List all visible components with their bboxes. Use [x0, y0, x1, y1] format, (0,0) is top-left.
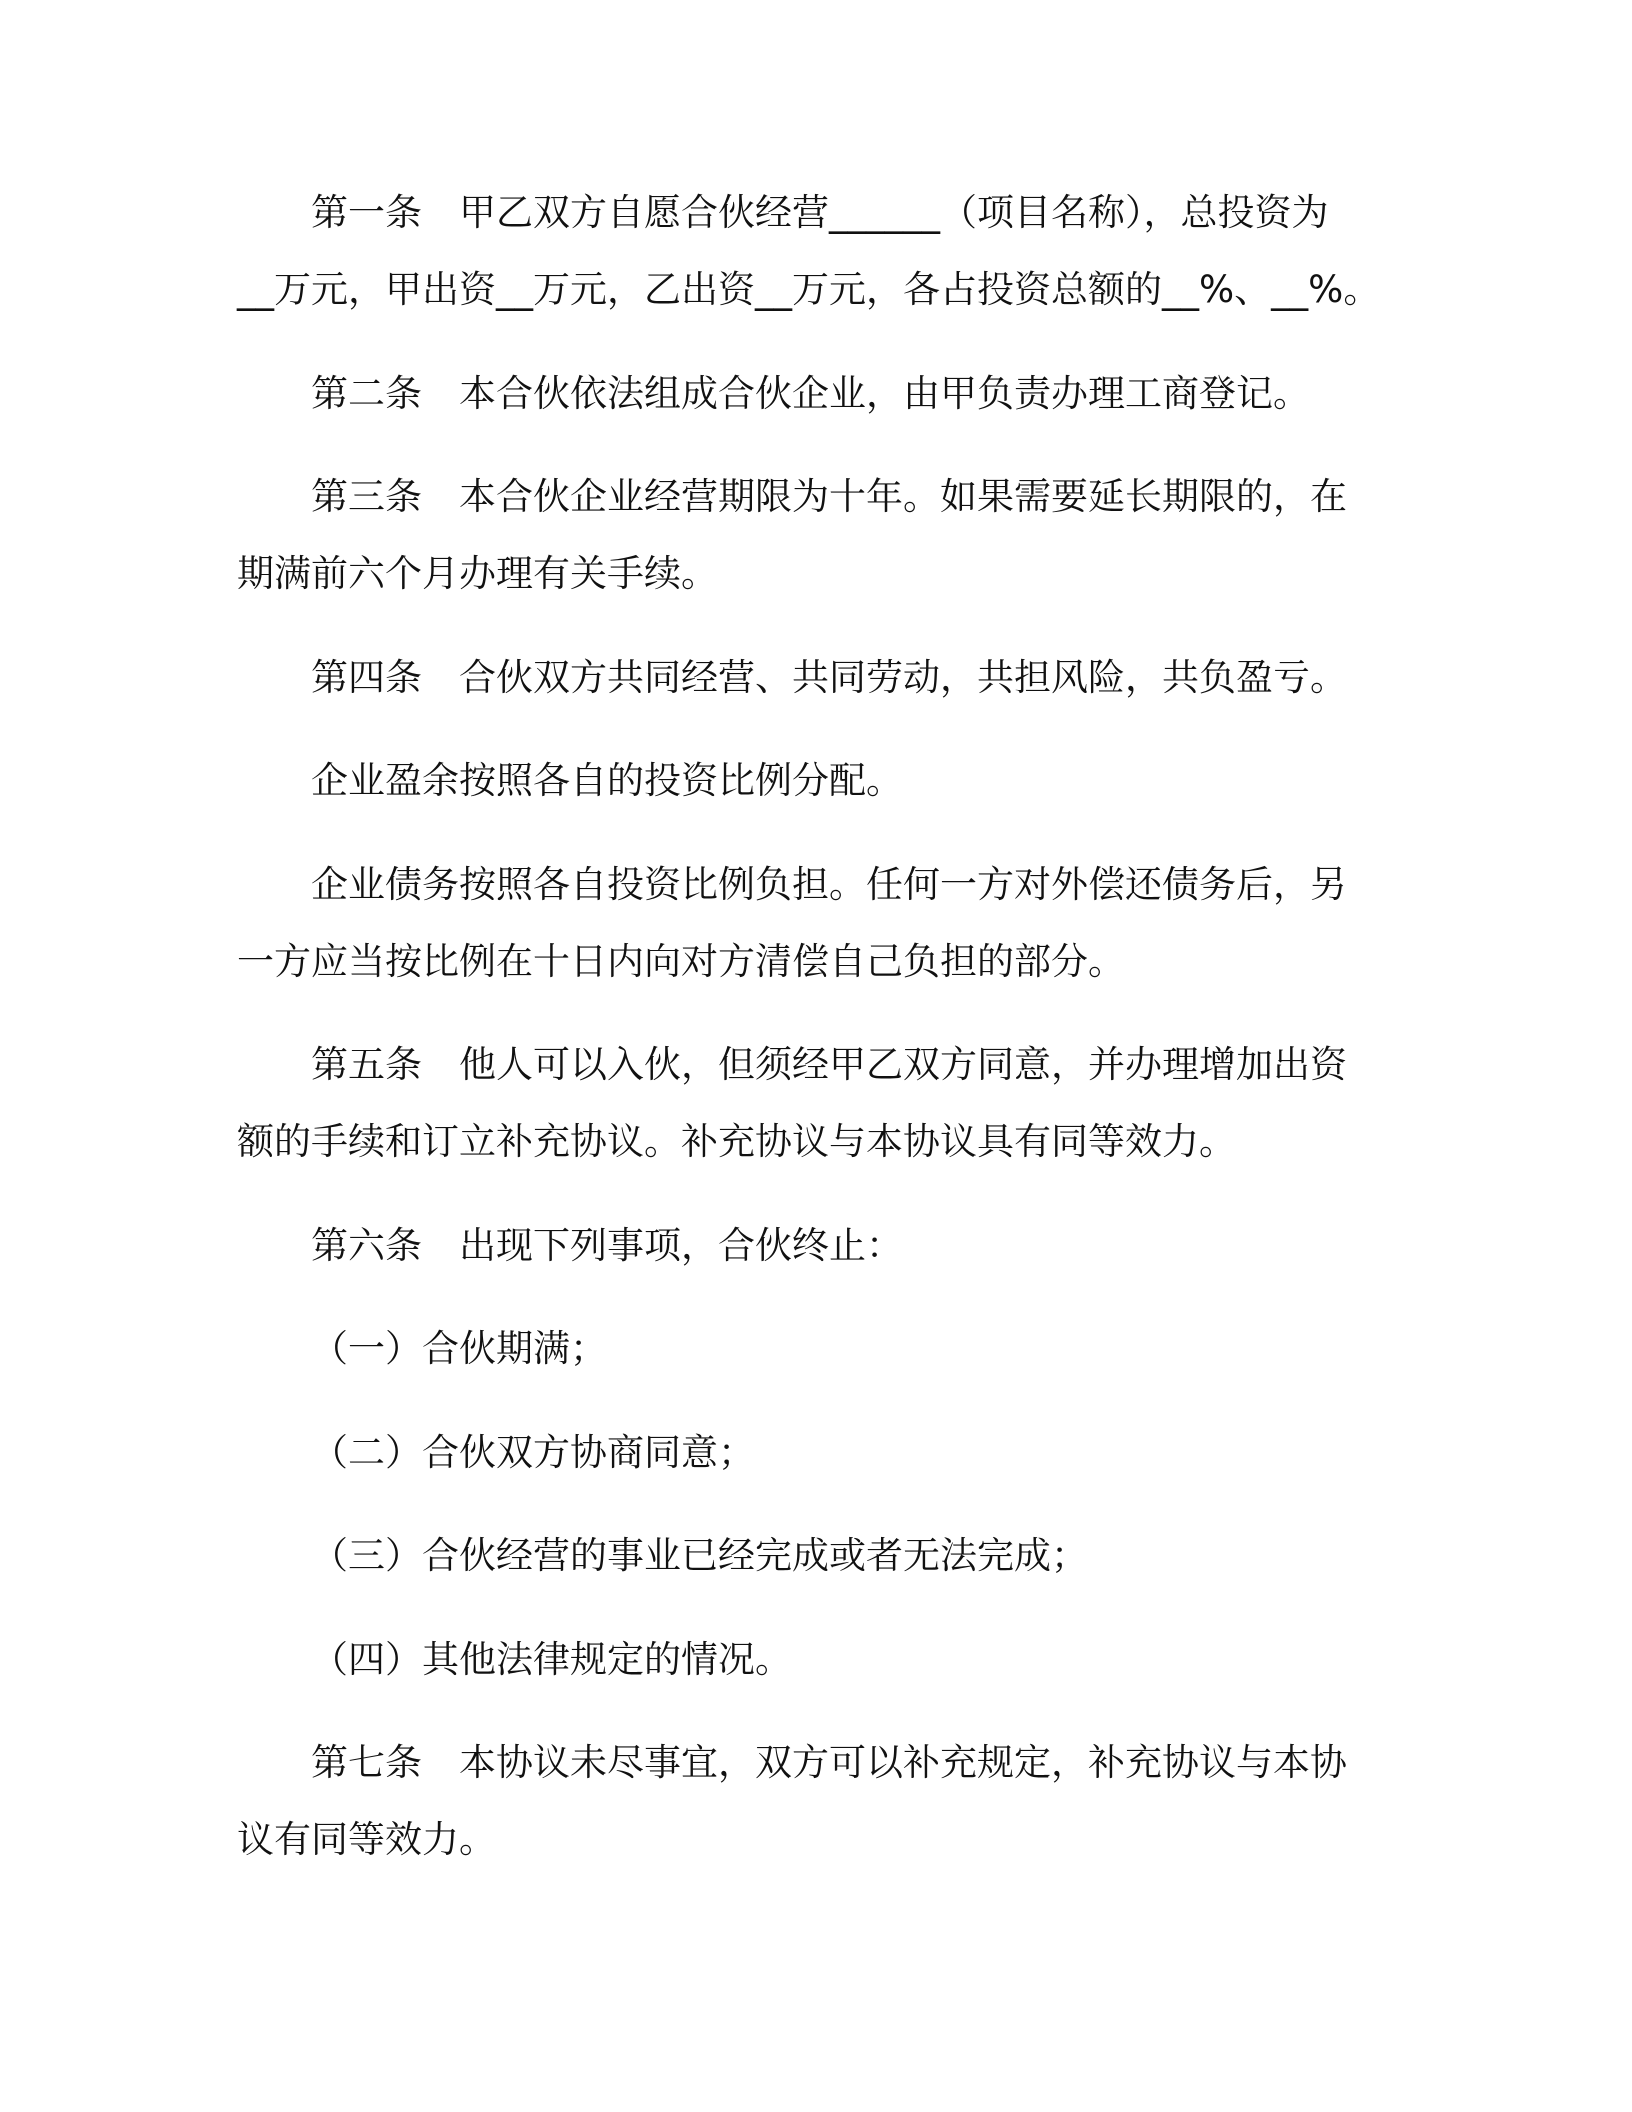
paragraph-line: 一方应当按比例在十日内向对方清偿自己负担的部分。	[237, 939, 1125, 983]
paragraph-line: 第一条 甲乙双方自愿合伙经营______（项目名称），总投资为	[311, 191, 1329, 234]
article-6-paragraph	[237, 1207, 1437, 1284]
document-body	[237, 174, 1437, 1905]
article-3-paragraph	[237, 458, 1437, 612]
profit-distribution-paragraph	[237, 742, 1437, 819]
paragraph-line: 企业债务按照各自投资比例负担。任何一方对外偿还债务后，另	[311, 862, 1347, 906]
paragraph-line: 第五条 他人可以入伙，但须经甲乙双方同意，并办理增加出资	[311, 1043, 1347, 1086]
paragraph-line: __万元，甲出资__万元，乙出资__万元，各占投资总额的__%、__%。	[237, 268, 1381, 311]
paragraph-line: 第七条 本协议未尽事宜，双方可以补充规定，补充协议与本协	[311, 1741, 1347, 1784]
paragraph-line: 期满前六个月办理有关手续。	[237, 552, 718, 595]
paragraph-line: （二）合伙双方协商同意；	[311, 1430, 755, 1474]
list-item-4	[237, 1621, 1437, 1698]
paragraph-line: 额的手续和订立补充协议。补充协议与本协议具有同等效力。	[237, 1120, 1236, 1163]
list-item-2	[237, 1414, 1437, 1491]
list-item-3	[237, 1517, 1437, 1594]
article-5-paragraph	[237, 1026, 1437, 1180]
paragraph-line: 第四条 合伙双方共同经营、共同劳动，共担风险，共负盈亏。	[311, 655, 1347, 699]
paragraph-line: 第二条 本合伙依法组成合伙企业，由甲负责办理工商登记。	[311, 371, 1310, 415]
debt-burden-paragraph	[237, 846, 1437, 1000]
paragraph-line: （四）其他法律规定的情况。	[311, 1637, 792, 1681]
paragraph-line: 第三条 本合伙企业经营期限为十年。如果需要延长期限的，在	[311, 475, 1347, 518]
article-4-paragraph	[237, 639, 1437, 716]
paragraph-line: （一）合伙期满；	[311, 1327, 607, 1370]
paragraph-line: （三）合伙经营的事业已经完成或者无法完成；	[311, 1534, 1088, 1577]
paragraph-line: 企业盈余按照各自的投资比例分配。	[311, 759, 903, 802]
article-1-paragraph	[237, 174, 1437, 328]
article-7-paragraph	[237, 1724, 1437, 1878]
paragraph-line: 第六条 出现下列事项，合伙终止：	[311, 1223, 903, 1267]
list-item-1	[237, 1310, 1437, 1387]
paragraph-line: 议有同等效力。	[237, 1818, 496, 1861]
article-2-paragraph	[237, 355, 1437, 432]
